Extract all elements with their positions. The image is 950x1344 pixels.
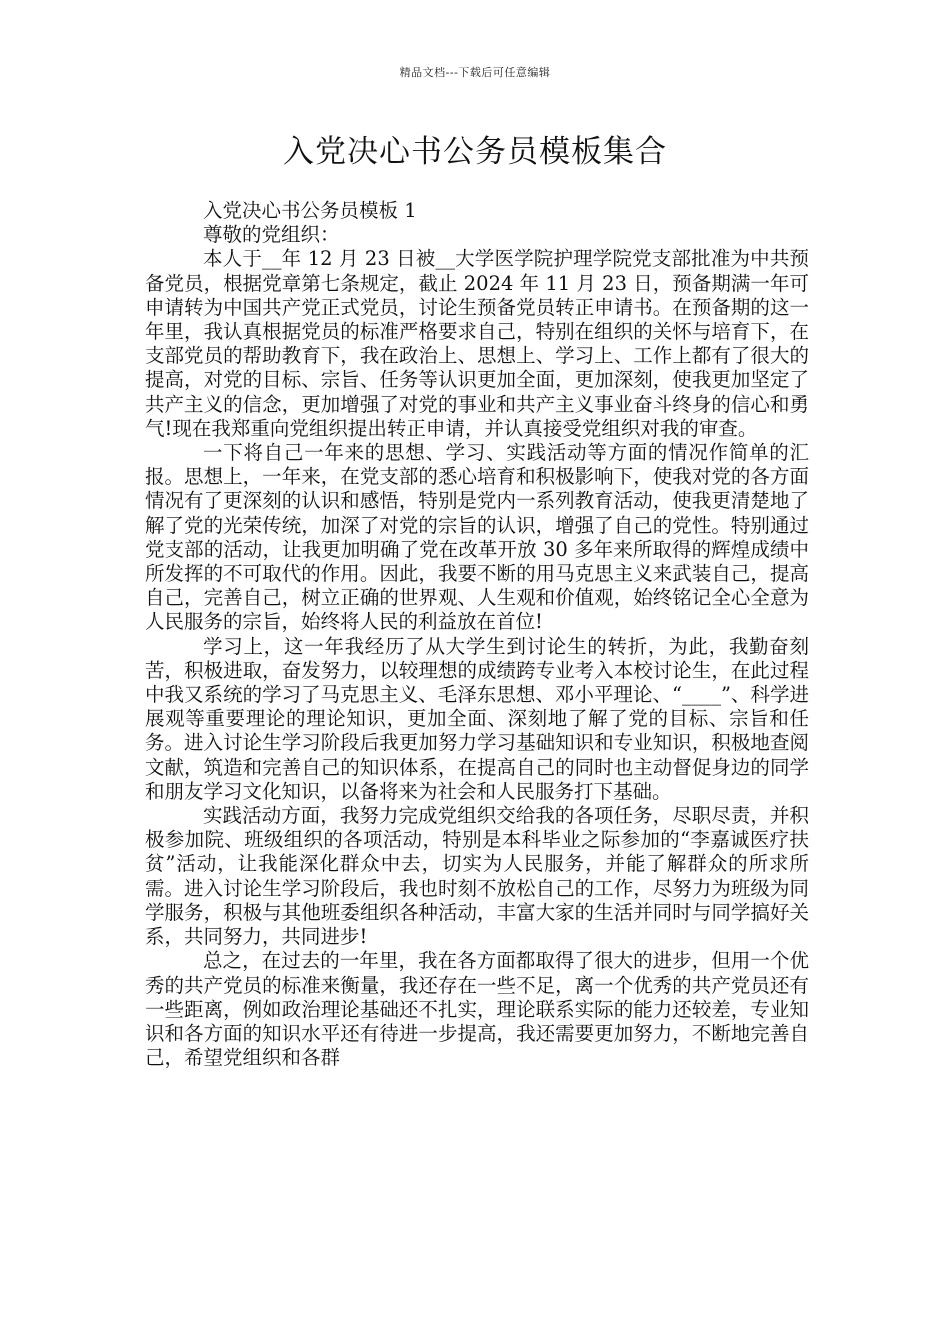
paragraph-2: 一下将自己一年来的思想、学习、实践活动等方面的情况作简单的汇报。思想上，一年来，在党支部的悉心培育和积极影响下，使我对党的各方面情况有了更深刻的认识和感悟，特别是党内一系列教育活动，使我更清楚地了解了党的光荣传统，加深了对党的宗旨的认识，增强了自己的党性。特别通过党支部的活动，让我更加明确了党在改革开放 30 多年来所取得的辉煌成绩中所发挥的不可取代的作用。因此，我要不断的用马克思主义来武装自己，提高自己，完善自己，树立正确的世界观、人生观和价值观，始终铭记全心全意为人民服务的宗旨，始终将人民的利益放在首位! bbox=[145, 441, 809, 634]
paragraph-4: 实践活动方面，我努力完成党组织交给我的各项任务，尽职尽责，并积极参加院、班级组织的各项活动，特别是本科毕业之际参加的“李嘉诚医疗扶贫”活动，让我能深化群众中去，切实为人民服务，并能了解群众的所求所需。进入讨论生学习阶段后，我也时刻不放松自己的工作，尽努力为班级为同学服务，积极与其他班委组织各种活动，丰富大家的生活并同时与同学搞好关系，共同努力，共同进步! bbox=[145, 804, 809, 949]
section-subtitle: 入党决心书公务员模板 1 bbox=[203, 199, 417, 222]
document-title: 入党决心书公务员模板集合 bbox=[283, 134, 667, 170]
paragraph-1: 本人于__年 12 月 23 日被__大学医学院护理学院党支部批准为中共预备党员，根据党章第七条规定，截止 2024 年 11 月 23 日，预备期满一年可申请转为中国共产党正式党员，讨论生预备党员转正申请书。在预备期的这一年里，我认真根据党员的标准严格要求自己，特别在组织的关怀与培育下，在支部党员的帮助教育下，我在政治上、思想上、学习上、工作上都有了很大的提高，对党的目标、宗旨、任务等认识更加全面，更加深刻，使我更加坚定了共产主义的信念，更加增强了对党的事业和共产主义事业奋斗终身的信心和勇气!现在我郑重向党组织提出转正申请，并认真接受党组织对我的审查。 bbox=[145, 247, 809, 440]
paragraph-3: 学习上，这一年我经历了从大学生到讨论生的转折，为此，我勤奋刻苦，积极进取，奋发努力，以较理想的成绩跨专业考入本校讨论生，在此过程中我又系统的学习了马克思主义、毛泽东思想、邓小平理论、“____”、科学进展观等重要理论的理论知识，更加全面、深刻地了解了党的目标、宗旨和任务。进入讨论生学习阶段后我更加努力学习基础知识和专业知识，积极地查阅文献，筑造和完善自己的知识体系，在提高自己的同时也主动督促身边的同学和朋友学习文化知识，以备将来为社会和人民服务打下基础。 bbox=[145, 634, 809, 803]
paragraph-5: 总之，在过去的一年里，我在各方面都取得了很大的进步，但用一个优秀的共产党员的标准来衡量，我还存在一些不足，离一个优秀的共产党员还有一些距离，例如政治理论基础还不扎实，理论联系实际的能力还较差，专业知识和各方面的知识水平还有待进一步提高，我还需要更加努力，不断地完善自己，希望党组织和各群 bbox=[145, 949, 809, 1070]
header-note: 精品文档---下载后可任意编辑 bbox=[399, 66, 551, 79]
salutation: 尊敬的党组织： bbox=[203, 223, 340, 247]
document-body bbox=[145, 199, 809, 1070]
